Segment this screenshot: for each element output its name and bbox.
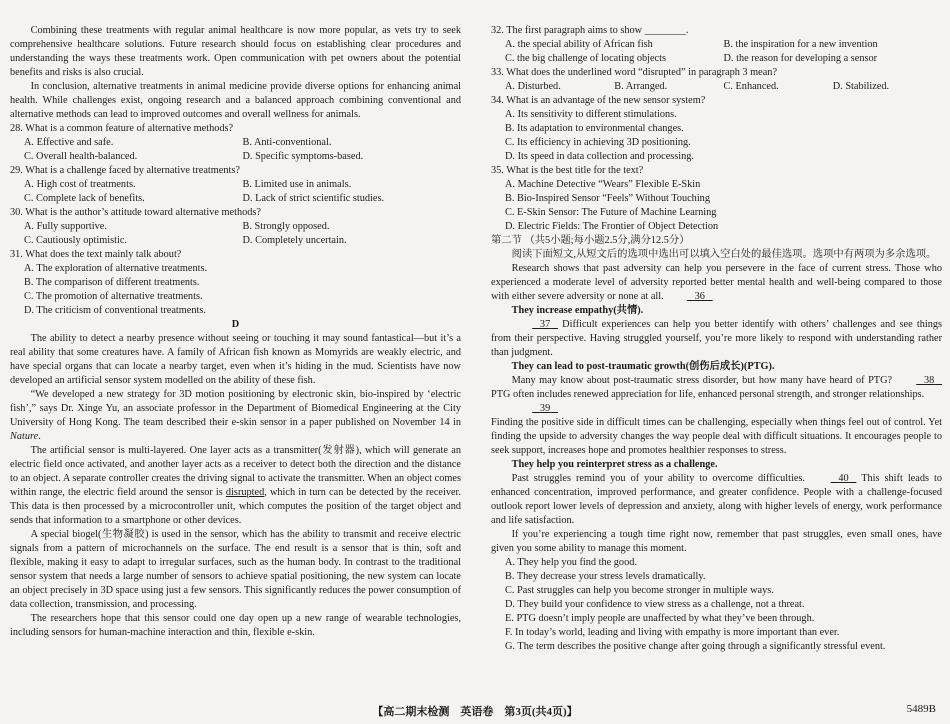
cloze-options (491, 556, 942, 654)
section-2-title: 第二节 （共5小题;每小题2.5分,满分12.5分） (491, 235, 690, 246)
option-d: D. Stabilized. (832, 81, 890, 92)
question-33 (491, 66, 942, 94)
passage-d-paragraph-4: A special biogel(生物凝胶) is used in the sensor, which has the ability to transmit and receive electric signals from a pattern of microchannels on the surface. The end result is a sensor that is thin, soft and flexible, making it easy to adapt to irregular surfaces, such as the human body. In contrast to the traditional sensor system that needs a large number of sensors to achieve spatial positioning, the new system can locate an object precisely in 3D space using just a few sensors. This significantly reduces the power consumption of data collection, transmission, and processing. (10, 529, 461, 610)
question-28 (10, 122, 461, 164)
option-b: B. Its adaptation to environmental changes. (505, 123, 684, 134)
option-c: C. Overall health-balanced. (24, 151, 138, 162)
question-29 (10, 164, 461, 206)
subheading-empathy: They increase empathy(共情). (511, 305, 644, 316)
option-d: D. Specific symptoms-based. (242, 151, 364, 162)
option-d: D. The criticism of conventional treatments. (24, 305, 206, 316)
option-b: B. the inspiration for a new invention (723, 39, 878, 50)
option-a: A. Disturbed. (505, 81, 561, 92)
option-b: B. Bio-Inspired Sensor “Feels” Without Touching (505, 193, 710, 204)
question-35 (491, 164, 942, 234)
option-a: A. Effective and safe. (24, 137, 114, 148)
cloze-option-c: C. Past struggles can help you become stronger in multiple ways. (505, 585, 774, 596)
option-c: C. Its efficiency in achieving 3D positioning. (505, 137, 691, 148)
paper-code: 5489B (906, 703, 936, 715)
question-stem: 31. What does the text mainly talk about? (10, 249, 182, 260)
option-d: D. Its speed in data collection and processing. (505, 151, 695, 162)
question-stem: 32. The first paragraph aims to show ________. (491, 25, 689, 36)
option-c: C. Complete lack of benefits. (24, 193, 145, 204)
cloze-paragraph-2: 37 Difficult experiences can help you better identify with others’ challenges and see things from their perspective. Having struggled yourself, you’re more likely to respond with understanding rather than judgment. (491, 319, 943, 358)
cloze-paragraph-3: Many may know about post-traumatic stress disorder, but how many have heard of PTG? 38 PTG often includes renewed appreciation for life, enhanced personal strength, and stronger relationships. (491, 374, 942, 402)
cloze-option-b: B. They decrease your stress levels dramatically. (505, 571, 706, 582)
cloze-paragraph-4: 39 Finding the positive side in difficult times can be challenging, especially when things feel out of control. Yet finding the upside to adversity changes the way people deal with difficult situations. It encourages people to seek support, increases hope and promotes healthier responses to stress. (491, 403, 942, 456)
section-2-instructions: 阅读下面短文,从短文后的选项中选出可以填入空白处的最佳选项。选项中有两项为多余选项。 (511, 249, 937, 260)
question-stem: 35. What is the best title for the text? (491, 165, 644, 176)
left-column (10, 24, 461, 640)
question-30 (10, 206, 461, 248)
cloze-option-e: E. PTG doesn’t imply people are unaffected by what they’ve been through. (505, 613, 815, 624)
underlined-word: disrupted (225, 487, 265, 498)
option-a: A. The exploration of alternative treatments. (24, 263, 208, 274)
subheading-challenge: They help you reinterpret stress as a challenge. (511, 459, 718, 470)
question-31 (10, 248, 461, 318)
cloze-option-a: A. They help you find the good. (505, 557, 637, 568)
option-b: B. Strongly opposed. (242, 221, 330, 232)
option-d: D. the reason for developing a sensor (723, 53, 878, 64)
passage-c-paragraph: In conclusion, alternative treatments in animal medicine provide diverse options for enhancing animal health. While challenges exist, ongoing research and a balanced approach combining conventional and alternative methods can lead to improved outcomes and overall wellness for animals. (10, 81, 461, 120)
option-c: C. E-Skin Sensor: The Future of Machine Learning (505, 207, 717, 218)
question-stem: 33. What does the underlined word “disrupted” in paragraph 3 mean? (491, 67, 778, 78)
option-a: A. Fully supportive. (24, 221, 107, 232)
option-c: C. Cautiously optimistic. (24, 235, 127, 246)
question-stem: 30. What is the author’s attitude toward alternative methods? (10, 207, 261, 218)
subheading-ptg: They can lead to post-traumatic growth(创伤后成长)(PTG). (511, 361, 775, 372)
blank-37: 37 (539, 319, 551, 330)
option-d: D. Electric Fields: The Frontier of Object Detection (505, 221, 719, 232)
page-footer: 【高二期末检测 英语卷 第3页(共4页)】 (372, 706, 578, 718)
option-c: C. Enhanced. (723, 81, 779, 92)
passage-d-paragraph-5: The researchers hope that this sensor could one day open up a new range of wearable technologies, including sensors for human-machine interaction and thin, flexible e-skin. (10, 613, 461, 638)
blank-40: 40 (838, 473, 849, 484)
cloze-paragraph-1: Research shows that past adversity can help you persevere in the face of current stress. Those who experienced a moderate level of adversity reported better mental health and well-being compared to those with either severe adversity or none at all. 36 (491, 263, 942, 302)
question-34 (491, 94, 942, 164)
cloze-option-d: D. They build your confidence to view stress as a challenge, not a threat. (505, 599, 805, 610)
passage-c-paragraph: Combining these treatments with regular animal healthcare is now more popular, as vets try to seek comprehensive healthcare solutions. Future research should focus on establishing clear procedures and understanding the ways these treatments work. Open communication with pet owners about the potential benefits and risks is also crucial. (10, 25, 461, 78)
blank-38: 38 (923, 375, 935, 386)
option-c: C. The promotion of alternative treatments. (24, 291, 203, 302)
cloze-option-g: G. The term describes the positive change after going through a significantly stressful event. (505, 641, 886, 652)
blank-36: 36 (694, 291, 705, 302)
option-a: A. the special ability of African fish (505, 39, 653, 50)
option-a: A. Its sensitivity to different stimulations. (505, 109, 677, 120)
option-b: B. Limited use in animals. (242, 179, 352, 190)
journal-name: Nature (10, 431, 39, 442)
option-d: D. Completely uncertain. (242, 235, 347, 246)
question-stem: 29. What is a challenge faced by alternative treatments? (10, 165, 240, 176)
passage-d-paragraph-2: “We developed a new strategy for 3D motion positioning by electronic skin, bio-inspired by ‘electric fish’,” says Dr. Xinge Yu, an associate professor in the Department of Biomedical Engineering at the City University of Hong Kong. The team described their e-skin sensor in a paper published on November 14 in Nature. (10, 389, 461, 442)
question-stem: 34. What is an advantage of the new sensor system? (491, 95, 706, 106)
option-b: B. Arranged. (614, 81, 668, 92)
passage-d-paragraph-3: The artificial sensor is multi-layered. One layer acts as a transmitter(发射器), which will generate an electric field once activated, and another layer acts as a receiver to detect both the direction and the distance to an object. A separate controller creates the driving signal to activate the transmitter. When an object comes within range, the electric field around the sensor is disrupted, which in turn can be detected by the receiver. This data is then processed by a microcontroller unit, which computes the position of the target object and sends that information to a smartphone or other devices. (10, 445, 461, 526)
option-a: A. High cost of treatments. (24, 179, 136, 190)
option-b: B. The comparison of different treatments. (24, 277, 200, 288)
option-a: A. Machine Detective “Wears” Flexible E-Skin (505, 179, 701, 190)
option-d: D. Lack of strict scientific studies. (242, 193, 385, 204)
question-stem: 28. What is a common feature of alternative methods? (10, 123, 234, 134)
cloze-paragraph-5: Past struggles remind you of your ability to overcome difficulties. 40 This shift leads to enhanced concentration, improved performance, and greater confidence. People with a challenge-focused outlook report lower levels of depression and anxiety, along with higher levels of energy, work performance and life satisfaction. (491, 473, 942, 526)
blank-39: 39 (539, 403, 551, 414)
section-heading-d: D (231, 319, 240, 330)
right-column (491, 24, 942, 654)
option-c: C. the big challenge of locating objects (505, 53, 666, 64)
cloze-paragraph-6: If you’re experiencing a tough time right now, remember that past struggles, even small ones, have given you some ability to manage this moment. (491, 529, 942, 554)
question-32 (491, 24, 942, 66)
cloze-option-f: F. In today’s world, leading and living with empathy is more important than ever. (505, 627, 840, 638)
passage-d-paragraph-1: The ability to detect a nearby presence without seeing or touching it may sound fantastical—but it’s a real ability that some creatures have. A family of African fish known as Momyrids are weakly electric, and have special organs that can locate a nearby target, even when it’s hiding in the mud. Scientists have now developed an artificial sensor system modelled on the ability of these fish. (10, 333, 461, 386)
option-b: B. Anti-conventional. (242, 137, 332, 148)
